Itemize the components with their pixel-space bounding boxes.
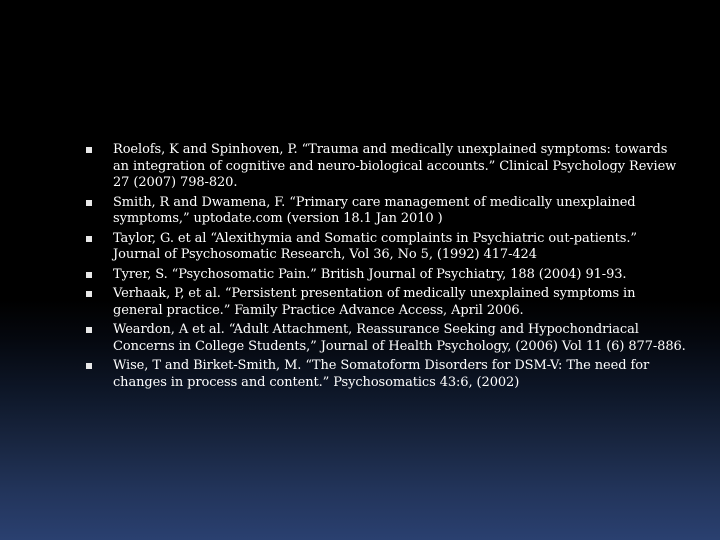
reference-text: Roelofs, K and Spinhoven, P. “Trauma and medically unexplained symptoms: towards an integration of cognitive and neuro-biological accounts.” Clinical Psychology Review 27 (2007) 798-820.	[113, 142, 677, 190]
list-item	[86, 286, 686, 319]
reference-text: Taylor, G. et al “Alexithymia and Somatic complaints in Psychiatric out-patients.” Journal of Psychosomatic Research, Vol 36, No 5, (1992) 417-424	[113, 230, 637, 262]
reference-text: Tyrer, S. “Psychosomatic Pain.” British Journal of Psychiatry, 188 (2004) 91-93.	[113, 266, 627, 282]
list-item	[86, 267, 686, 284]
square-bullet-icon	[86, 327, 92, 333]
list-item	[86, 142, 686, 192]
square-bullet-icon	[86, 236, 92, 242]
square-bullet-icon	[86, 272, 92, 278]
reference-list	[86, 142, 686, 394]
square-bullet-icon	[86, 200, 92, 206]
square-bullet-icon	[86, 147, 92, 153]
list-item	[86, 322, 686, 355]
square-bullet-icon	[86, 291, 92, 297]
list-item	[86, 358, 686, 391]
list-item	[86, 231, 686, 264]
reference-text: Weardon, A et al. “Adult Attachment, Reassurance Seeking and Hypochondriacal Concerns in College Students,” Journal of Health Psychology, (2006) Vol 11 (6) 877-886.	[113, 322, 686, 354]
list-item	[86, 195, 686, 228]
reference-text: Smith, R and Dwamena, F. “Primary care management of medically unexplained symptoms,” uptodate.com (version 18.1 Jan 2010 )	[113, 194, 636, 226]
reference-text: Wise, T and Birket-Smith, M. “The Somatoform Disorders for DSM-V: The need for changes in process and content.” Psychosomatics 43:6, (2002)	[113, 358, 650, 390]
square-bullet-icon	[86, 363, 92, 369]
reference-text: Verhaak, P, et al. “Persistent presentation of medically unexplained symptoms in general practice.” Family Practice Advance Access, April 2006.	[113, 286, 636, 318]
